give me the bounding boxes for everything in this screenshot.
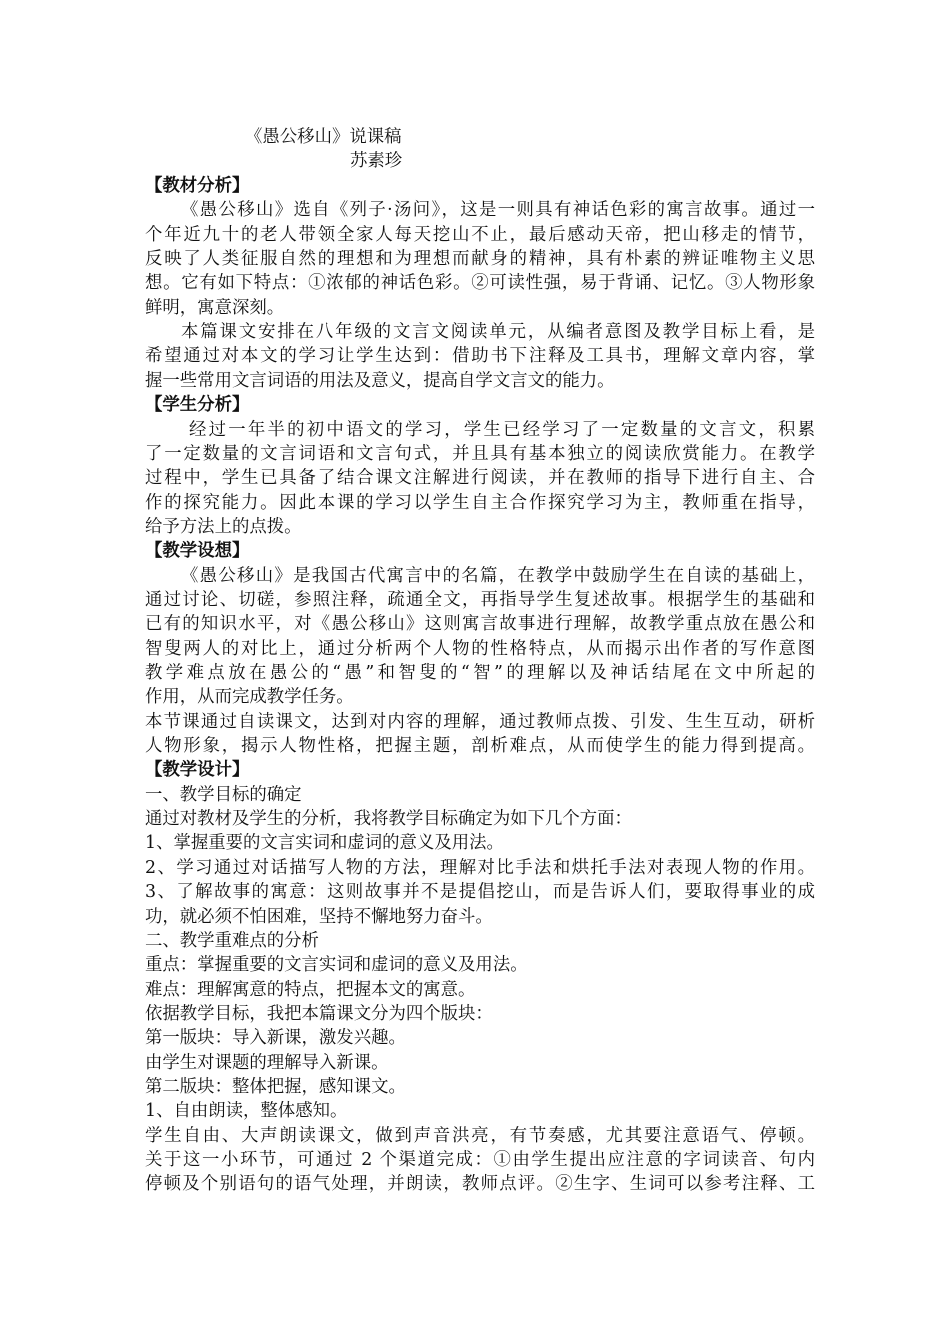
text-line: 作的探究能力。因此本课的学习以学生自主合作探究学习为主，教师重在指导， — [145, 492, 815, 513]
section-heading: 【教学设计】 — [145, 760, 250, 781]
text-line: 想。它有如下特点：①浓郁的神话色彩。②可读性强，易于背诵、记忆。③人物形象 — [145, 273, 815, 294]
text-line: 本篇课文安排在八年级的文言文阅读单元，从编者意图及教学目标上看，是 — [181, 322, 815, 343]
text-line: 本节课通过自读课文，达到对内容的理解，通过教师点拨、引发、生生互动，研析 — [145, 711, 815, 732]
text-line: 通过讨论、切磋，参照注释，疏通全文，再指导学生复述故事。根据学生的基础和 — [145, 589, 815, 610]
text-line: 教学难点放在愚公的“愚”和智叟的“智”的理解以及神话结尾在文中所起的 — [145, 663, 815, 683]
text-line: 握一些常用文言词语的用法及意义，提高自学文言文的能力。 — [145, 370, 615, 391]
text-line: 1、自由朗读，整体感知。 — [145, 1101, 348, 1122]
text-line: 个年近九十的老人带领全家人每天挖山不止，最后感动天帝，把山移走的情节， — [145, 224, 815, 245]
text-line: 2、学习通过对话描写人物的方法，理解对比手法和烘托手法对表现人物的作用。 — [145, 857, 815, 878]
text-line: 依据教学目标，我把本篇课文分为四个版块： — [145, 1003, 493, 1024]
text-line: 一、教学目标的确定 — [145, 784, 302, 805]
text-line: 重点：掌握重要的文言实词和虚词的意义及用法。 — [145, 955, 528, 976]
text-line: 《愚公移山》是我国古代寓言中的名篇，在教学中鼓励学生在自读的基础上， — [181, 565, 815, 586]
text-line: 已有的知识水平，对《愚公移山》这则寓言故事进行理解，故教学重点放在愚公和 — [145, 614, 815, 635]
text-line: 1、掌握重要的文言实词和虚词的意义及用法。 — [145, 833, 504, 854]
section-heading: 【教材分析】 — [145, 176, 250, 196]
section-heading: 【学生分析】 — [145, 395, 250, 416]
text-line: 通过对教材及学生的分析，我将教学目标确定为如下几个方面： — [145, 809, 632, 830]
document-author: 苏素珍 — [350, 151, 403, 171]
text-line: 第二版块：整体把握，感知课文。 — [145, 1076, 406, 1097]
text-line: 智叟两人的对比上，通过分析两个人物的性格特点，从而揭示出作者的写作意图 — [145, 638, 815, 659]
text-line: 由学生对课题的理解导入新课。 — [145, 1052, 389, 1073]
text-line: 学生自由、大声朗读课文，做到声音洪亮，有节奏感，尤其要注意语气、停顿。 — [145, 1125, 815, 1146]
text-line: 给予方法上的点拨。 — [145, 516, 302, 537]
text-line: 反映了人类征服自然的理想和为理想而献身的精神，具有朴素的辨证唯物主义思 — [145, 249, 815, 270]
text-line: 人物形象，揭示人物性格，把握主题，剖析难点，从而使学生的能力得到提高。 — [145, 736, 815, 757]
document-title: 《愚公移山》说课稿 — [245, 127, 402, 147]
text-line: 3、了解故事的寓意：这则故事并不是提倡挖山，而是告诉人们，要取得事业的成 — [145, 882, 815, 903]
text-line: 第一版块：导入新课，激发兴趣。 — [145, 1028, 406, 1049]
text-line: 经过一年半的初中语文的学习，学生已经学习了一定数量的文言文，积累 — [189, 419, 815, 440]
text-line: 鲜明，寓意深刻。 — [145, 297, 285, 318]
text-line: 二、教学重难点的分析 — [145, 930, 319, 951]
text-line: 难点：理解寓意的特点，把握本文的寓意。 — [145, 979, 476, 1000]
text-line: 停顿及个别语句的语气处理，并朗读，教师点评。②生字、生词可以参考注释、工 — [145, 1174, 815, 1195]
text-line: 功，就必须不怕困难，坚持不懈地努力奋斗。 — [145, 906, 493, 927]
text-line: 关于这一小环节，可通过 2 个渠道完成：①由学生提出应注意的字词读音、句内 — [145, 1150, 815, 1170]
text-line: 了一定数量的文言词语和文言句式，并且具有基本独立的阅读欣赏能力。在教学 — [145, 443, 815, 464]
text-line: 希望通过对本文的学习让学生达到：借助书下注释及工具书，理解文章内容，掌 — [145, 346, 815, 367]
text-line: 过程中，学生已具备了结合课文注解进行阅读，并在教师的指导下进行自主、合 — [145, 468, 815, 489]
text-line: 《愚公移山》选自《列子·汤问》，这是一则具有神话色彩的寓言故事。通过一 — [181, 200, 815, 221]
section-heading: 【教学设想】 — [145, 541, 250, 562]
text-line: 作用，从而完成教学任务。 — [145, 687, 354, 708]
